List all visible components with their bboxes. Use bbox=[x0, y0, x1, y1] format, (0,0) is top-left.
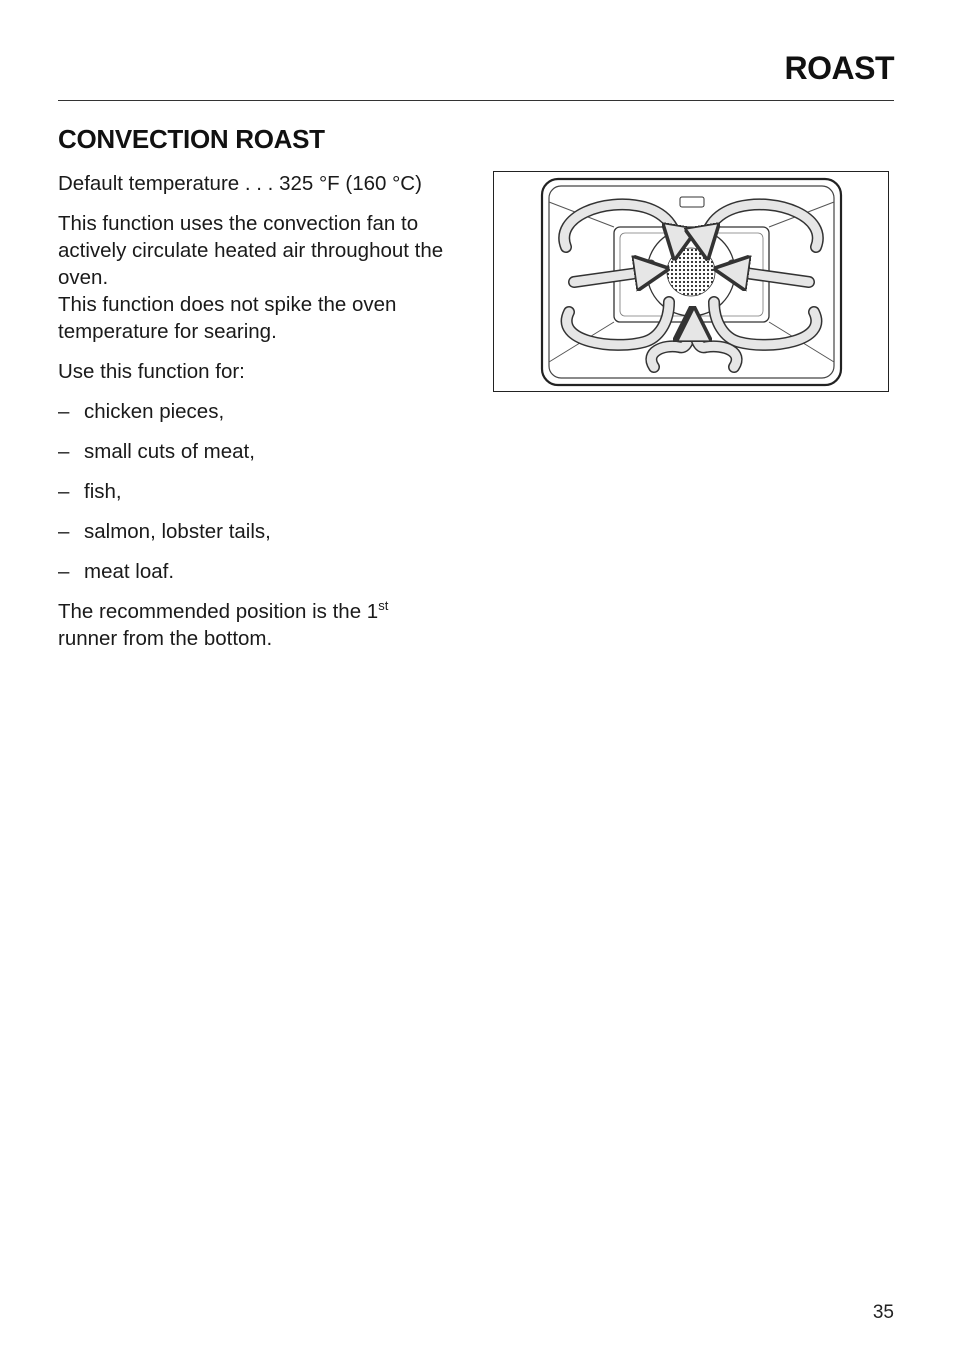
uses-list bbox=[58, 398, 478, 585]
description-line-1: This function uses the convection fan to actively circulate heated air throughout the oven. bbox=[58, 212, 444, 289]
page-title: ROAST bbox=[784, 50, 894, 86]
list-dash: – bbox=[58, 560, 70, 583]
list-item-text: small cuts of meat, bbox=[84, 440, 255, 463]
default-temperature-value: 325 °F (160 °C) bbox=[279, 172, 422, 195]
page-number: 35 bbox=[872, 1302, 894, 1323]
list-item bbox=[58, 518, 478, 545]
oven-airflow-figure bbox=[493, 171, 889, 392]
section-heading: CONVECTION ROAST bbox=[58, 124, 325, 154]
list-item bbox=[58, 398, 478, 425]
list-item bbox=[58, 478, 478, 505]
list-item bbox=[58, 438, 478, 465]
list-item-text: meat loaf. bbox=[84, 560, 175, 583]
function-description bbox=[58, 210, 478, 345]
position-text-continued: runner from the bottom. bbox=[58, 627, 273, 650]
list-dash: – bbox=[58, 440, 70, 463]
default-temperature bbox=[58, 170, 478, 197]
list-item-text: fish, bbox=[84, 480, 122, 503]
description-line-2: This function does not spike the oven temperature for searing. bbox=[58, 293, 397, 343]
header-divider bbox=[58, 100, 894, 101]
list-dash: – bbox=[58, 400, 70, 423]
text-column bbox=[58, 170, 478, 665]
use-intro: Use this function for: bbox=[58, 360, 245, 383]
recommended-position bbox=[58, 598, 478, 652]
list-item-text: chicken pieces, bbox=[84, 400, 225, 423]
default-temperature-label: Default temperature bbox=[58, 172, 240, 195]
list-dash: – bbox=[58, 480, 70, 503]
position-ordinal: st bbox=[378, 598, 389, 613]
position-text: The recommended position is the 1 bbox=[58, 600, 379, 623]
list-item-text: salmon, lobster tails, bbox=[84, 520, 271, 543]
default-temperature-leader: . . . bbox=[239, 172, 280, 195]
list-dash: – bbox=[58, 520, 70, 543]
list-item bbox=[58, 558, 478, 585]
oven-convection-airflow-icon bbox=[494, 172, 887, 390]
